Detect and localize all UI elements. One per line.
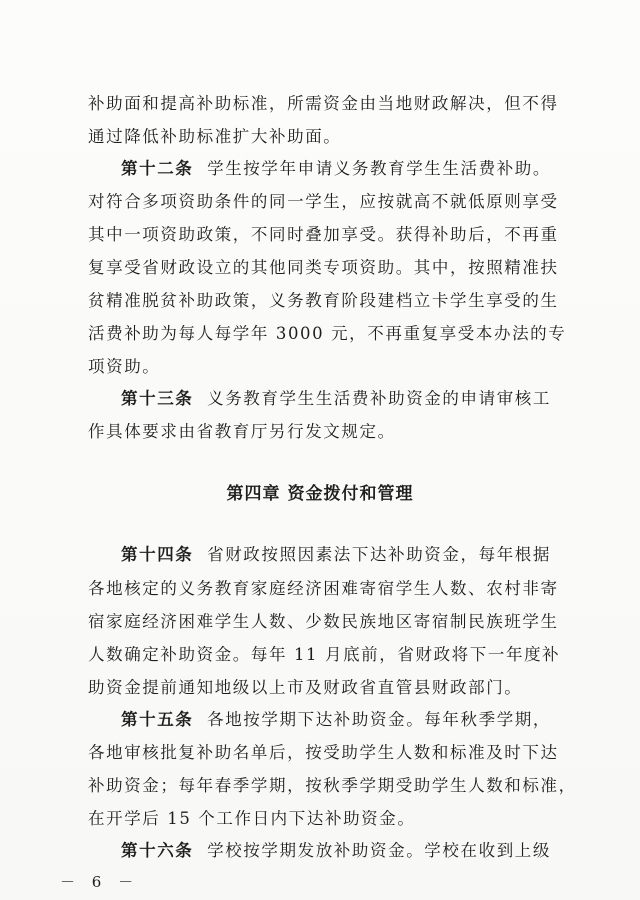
article-12-title: 第十二条 (121, 159, 194, 178)
text-line: 项资助。 (88, 357, 161, 376)
article-13-title: 第十三条 (121, 389, 194, 408)
text-line: 活费补助为每人每学年 3000 元，不再重复享受本办法的专 (88, 324, 567, 343)
text-line: 对符合多项资助条件的同一学生，应按就高不就低原则享受 (88, 192, 559, 211)
text-line: 省财政按照因素法下达补助资金，每年根据 (207, 545, 552, 564)
text-line: 通过降低补助标准扩大补助面。 (88, 127, 342, 146)
text-line: 在开学后 15 个工作日内下达补助资金。 (88, 809, 416, 828)
text-line: 宿家庭经济困难学生人数、少数民族地区寄宿制民族班学生 (88, 612, 559, 631)
text-line: 助资金提前通知地级以上市及财政省直管县财政部门。 (88, 678, 523, 697)
article-16 (121, 841, 551, 861)
article-12 (121, 159, 551, 179)
chapter-heading: 第四章 资金拨付和管理 (226, 484, 414, 504)
text-line: 其中一项资助政策，不同时叠加享受。获得补助后，不再重 (88, 225, 559, 244)
article-14-title: 第十四条 (121, 545, 194, 564)
text-line: 贫精准脱贫补助政策，义务教育阶段建档立卡学生享受的生 (88, 291, 559, 310)
article-13 (121, 389, 551, 409)
page-number: － 6 － (60, 873, 140, 891)
text-line: 学生按学年申请义务教育学生生活费补助。 (207, 159, 552, 178)
text-line: 复享受省财政设立的其他同类专项资助。其中，按照精准扶 (88, 258, 559, 277)
text-line: 补助面和提高补助标准，所需资金由当地财政解决，但不得 (88, 94, 559, 113)
article-15-title: 第十五条 (121, 710, 194, 729)
text-line: 人数确定补助资金。每年 11 月底前，省财政将下一年度补 (88, 645, 561, 664)
article-14 (121, 545, 551, 565)
text-line: 作具体要求由省教育厅另行发文规定。 (88, 422, 396, 441)
article-16-title: 第十六条 (121, 841, 194, 860)
text-line: 义务教育学生生活费补助资金的申请审核工 (207, 389, 552, 408)
text-line: 学校按学期发放补助资金。学校在收到上级 (207, 841, 552, 860)
text-line: 各地审核批复补助名单后，按受助学生人数和标准及时下达 (88, 743, 559, 762)
text-line: 各地核定的义务教育家庭经济困难寄宿学生人数、农村非寄 (88, 579, 559, 598)
article-15 (121, 710, 551, 730)
text-line: 补助资金；每年春季学期，按秋季学期受助学生人数和标准， (88, 776, 577, 795)
text-line: 各地按学期下达补助资金。每年秋季学期， (207, 710, 552, 729)
